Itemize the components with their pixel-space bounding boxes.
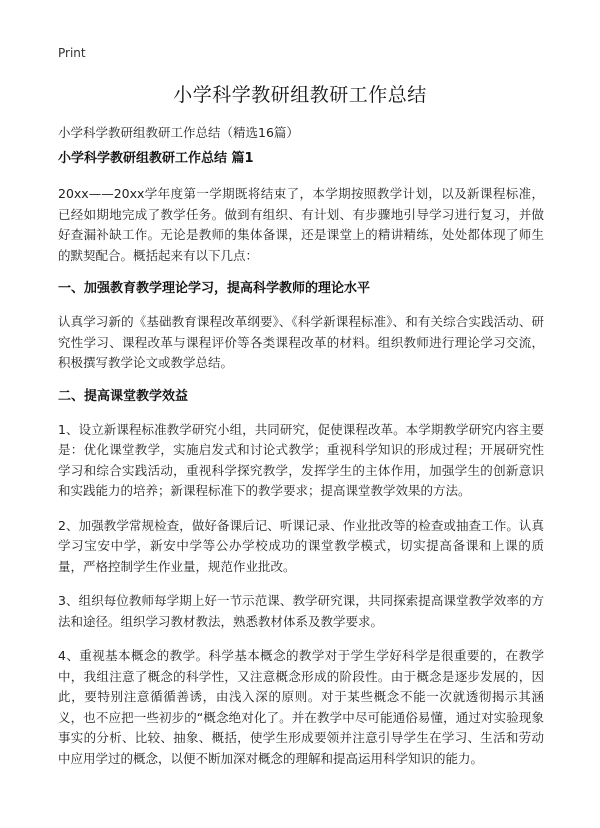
section-2-item-2: 2、加强教学常规检查，做好备课后记、听课记录、作业批改等的检查或抽查工作。认真学习宝安中学，新安中学等公办学校成功的课堂教学模式，切实提高备课和上课的质量，严格控制学生作业量，规范作业批改。 — [58, 517, 544, 574]
section-heading-2: 二、提高课堂教学效益 — [58, 388, 189, 404]
intro-paragraph: 20xx——20xx学年度第一学期既将结束了，本学期按照教学计划，以及新课程标准，已经如期地完成了教学任务。做到有组织、有计划、有步骤地引导学习进行复习，并做好查漏补缺工作。无论是教师的集体备课，还是课堂上的精讲精练，处处都体现了师生的默契配合。概括起来有以下几点： — [58, 186, 544, 263]
article-body — [58, 150, 544, 769]
section-heading-1: 一、加强教育教学理论学习，提高科学教师的理论水平 — [58, 281, 371, 296]
print-link[interactable]: Print — [58, 46, 86, 60]
page-title: 小学科学教研组教研工作总结 — [173, 84, 427, 106]
section-2-item-4: 4、重视基本概念的教学。科学基本概念的教学对于学生学好科学是很重要的，在教学中，我组注意了概念的科学性，又注意概念形成的阶段性。由于概念是逐步发展的，因此，要特别注意循循善诱，由浅入深的原则。对于某些概念不能一次就透彻揭示其涵义，也不应把一些初步的“概念绝对化了。并在教学中尽可能通俗易懂，通过对实验现象事实的分析、比较、抽象、概括，使学生形成要领并注意引导学生在学习、生活和劳动中应用学过的概念，以便不断加深对概念的理解和提高运用科学知识的能力。 — [58, 648, 544, 766]
section-2-item-3: 3、组织每位教师每学期上好一节示范课、教学研究课，共同探索提高课堂教学效率的方法和途径。组织学习教材教法，熟悉教材体系及教学要求。 — [58, 593, 544, 629]
article-heading: 小学科学教研组教研工作总结 篇1 — [58, 151, 254, 166]
section-1-paragraph: 认真学习新的《基础教育课程改革纲要》、《科学新课程标准》、和有关综合实践活动、研究性学习、课程改革与课程评价等各类课程改革的材料。组织教师进行理论学习交流，积极撰写教学论文或教学总结。 — [58, 314, 544, 370]
page-subtitle: 小学科学教研组教研工作总结（精选16篇） — [58, 125, 299, 140]
section-2-item-1: 1、设立新课程标准教学研究小组，共同研究，促使课程改革。本学期教学研究内容主要是：优化课堂教学，实施启发式和讨论式教学；重视科学知识的形成过程；开展研究性学习和综合实践活动，重视科学探究教学，发挥学生的主体作用，加强学生的创新意识和实践能力的培养；新课程标准下的教学要求；提高课堂教学效果的方法。 — [58, 421, 544, 498]
